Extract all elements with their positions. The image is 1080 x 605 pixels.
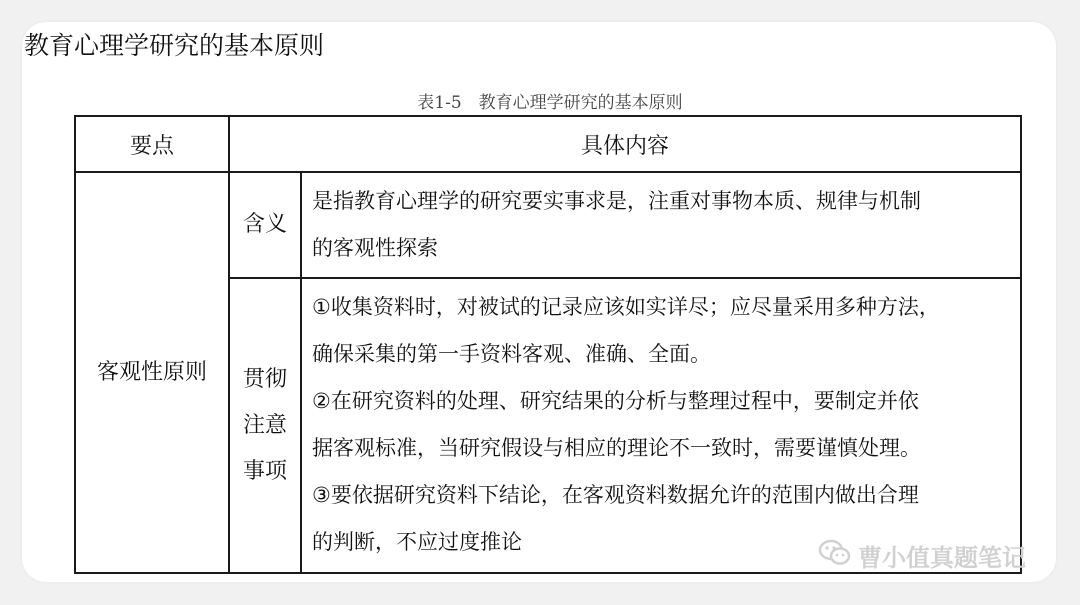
page-heading: 教育心理学研究的基本原则	[24, 31, 325, 60]
notes-label-line: 贯彻	[242, 366, 287, 392]
header-key-points: 要点	[129, 133, 174, 159]
notes-label-line: 事项	[242, 458, 287, 484]
principle-name: 客观性原则	[96, 360, 207, 385]
notes-label-line: 注意	[242, 412, 287, 438]
notes-line: 据客观标准，当研究假设与相应的理论不一致时，需要谨慎处理。	[312, 436, 921, 460]
meaning-text	[312, 178, 1017, 272]
table-caption: 表1-5 教育心理学研究的基本原则	[417, 93, 683, 113]
meaning-line: 是指教育心理学的研究要实事求是，注重对事物本质、规律与机制	[312, 189, 921, 213]
notes-label	[230, 279, 300, 572]
notes-text	[312, 284, 1017, 566]
table-row-divider	[229, 277, 1022, 279]
notes-line: ①收集资料时，对被试的记录应该如实详尽；应尽量采用多种方法，	[312, 295, 940, 319]
wechat-icon	[818, 539, 852, 573]
table-border-right	[1020, 115, 1022, 574]
watermark	[818, 538, 1026, 573]
notes-line: 确保采集的第一手资料客观、准确、全面。	[312, 342, 711, 366]
notes-line: 的判断，不应过度推论	[312, 530, 522, 554]
header-content: 具体内容	[580, 133, 669, 159]
watermark-text: 曹小值真题笔记	[858, 544, 1026, 572]
meaning-label: 含义	[242, 212, 287, 237]
table-col-divider-2	[300, 172, 302, 574]
notes-line: ③要依据研究资料下结论，在客观资料数据允许的范围内做出合理	[312, 483, 919, 507]
meaning-line: 的客观性探索	[312, 236, 438, 260]
notes-line: ②在研究资料的处理、研究结果的分析与整理过程中，要制定并依	[312, 389, 919, 413]
